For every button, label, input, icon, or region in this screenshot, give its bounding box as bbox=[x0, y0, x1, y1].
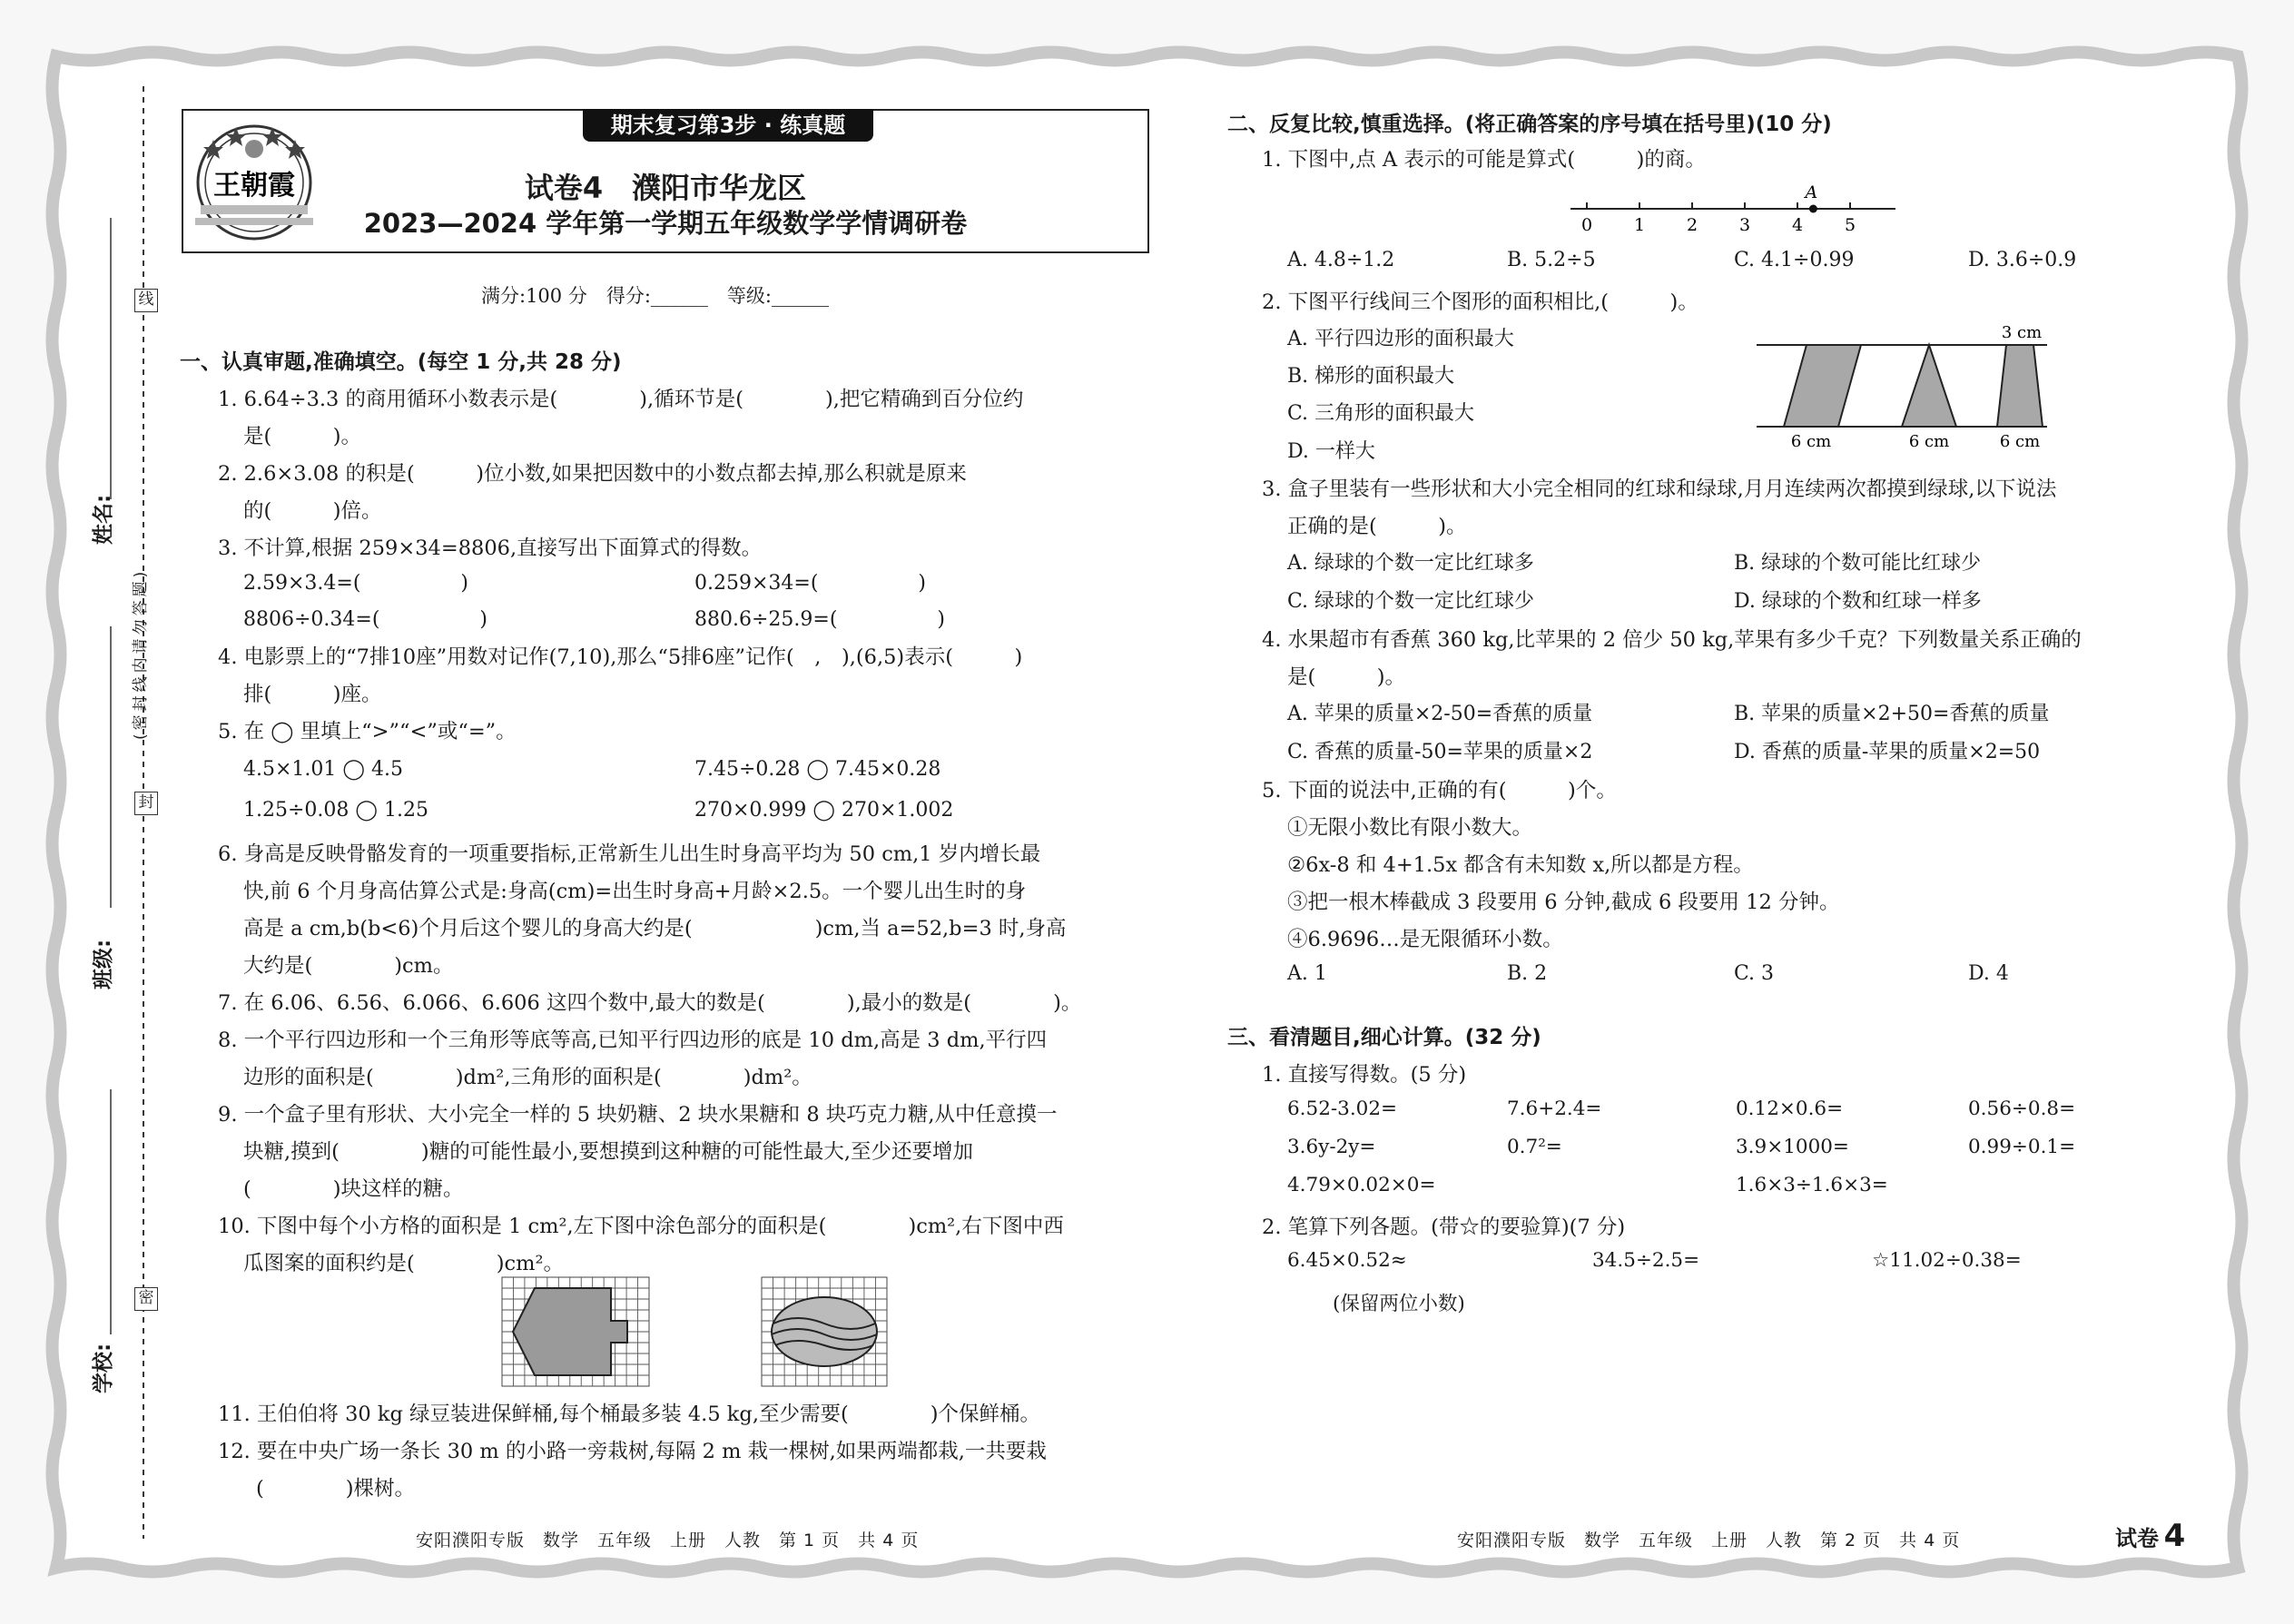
sidebar-write-lines bbox=[107, 218, 116, 1452]
calc-item-8: 4.79×0.02×0= bbox=[1287, 1174, 1436, 1196]
calc-item-4: 3.6y-2y= bbox=[1287, 1136, 1376, 1158]
s1-q3-item-0: 2.59×3.4=( ) bbox=[243, 572, 469, 595]
triangle-shape bbox=[1902, 345, 1956, 427]
school-label: 学校: bbox=[92, 1343, 115, 1393]
s1-line-4: 3. 不计算,根据 259×34=8806,直接写出下面算式的得数。 bbox=[218, 536, 763, 560]
s2-q3-opt-c: C. 绿球的个数一定比红球少 bbox=[1287, 590, 1535, 613]
calc-item-0: 6.52-3.02= bbox=[1287, 1097, 1398, 1120]
s1-line-21: 12. 要在中央广场一条长 30 m 的小路一旁栽树,每隔 2 m 栽一棵树,如果两端都栽,一共要栽 bbox=[218, 1440, 1047, 1463]
parallelogram-shape bbox=[1784, 345, 1861, 427]
nl-label-3: 3 bbox=[1738, 215, 1751, 235]
s1-q5-item-0: 4.5×1.01 ◯ 4.5 bbox=[243, 758, 403, 781]
nl-label-4: 4 bbox=[1791, 215, 1804, 235]
s2-q5-line-4: ④6.9696…是无限循环小数。 bbox=[1287, 928, 1563, 951]
s2-q5-line-1: ①无限小数比有限小数大。 bbox=[1287, 816, 1533, 840]
trapezoid-top-label: 3 cm bbox=[2001, 323, 2043, 342]
s2-q4-line-1: 是( )。 bbox=[1287, 665, 1406, 689]
s1-q3-item-1: 0.259×34=( ) bbox=[694, 572, 927, 595]
seal-char-seal: 封 bbox=[134, 792, 158, 815]
number-line bbox=[1570, 180, 1897, 236]
triangle-base-label: 6 cm bbox=[1908, 432, 1950, 451]
s2-q2-opt-b: B. 梯形的面积最大 bbox=[1287, 365, 1455, 388]
grid-shaded-figure bbox=[501, 1276, 650, 1387]
s1-q5-item-1: 7.45÷0.28 ◯ 7.45×0.28 bbox=[694, 758, 941, 781]
s2-q5-opt-c: C. 3 bbox=[1734, 962, 1775, 985]
paper-number-tag bbox=[2115, 1518, 2185, 1554]
s1-q3-item-2: 8806÷0.34=( ) bbox=[243, 608, 488, 631]
score-line: 满分:100 分 得分:______ 等级:______ bbox=[481, 285, 829, 307]
class-label: 班级: bbox=[92, 939, 115, 989]
written-calc-1: 34.5÷2.5= bbox=[1592, 1249, 1700, 1272]
review-banner: 期末复习第3步 · 练真题 bbox=[583, 109, 873, 142]
s2-q3-opt-a: A. 绿球的个数一定比红球多 bbox=[1287, 552, 1534, 575]
s1-line-2: 2. 2.6×3.08 的积是( )位小数,如果把因数中的小数点都去掉,那么积就是原来 bbox=[218, 462, 967, 486]
s3-q2: 2. 笔算下列各题。(带☆的要验算)(7 分) bbox=[1262, 1216, 1626, 1239]
s2-q5-opt-d: D. 4 bbox=[1968, 962, 2009, 985]
s1-q5-item-2: 1.25÷0.08 ◯ 1.25 bbox=[243, 799, 428, 822]
s2-q1-opt-d: D. 3.6÷0.9 bbox=[1968, 249, 2077, 271]
s1-line-20: 11. 王伯伯将 30 kg 绿豆装进保鲜桶,每个桶最多装 4.5 kg,至少需要( )个保鲜桶。 bbox=[218, 1403, 1041, 1426]
s2-q3-opt-d: D. 绿球的个数和红球一样多 bbox=[1734, 590, 1982, 613]
s2-q4-opt-a: A. 苹果的质量×2-50=香蕉的质量 bbox=[1287, 703, 1593, 725]
footer-left: 安阳濮阳专版 数学 五年级 上册 人教 第 1 页 共 4 页 bbox=[416, 1530, 920, 1550]
nl-label-1: 1 bbox=[1633, 215, 1646, 235]
written-calc-note: (保留两位小数) bbox=[1333, 1293, 1465, 1315]
s1-q3-item-3: 880.6÷25.9=( ) bbox=[694, 608, 945, 631]
s2-q2-opt-c: C. 三角形的面积最大 bbox=[1287, 402, 1475, 425]
point-a bbox=[1809, 205, 1817, 213]
s1-line-3: 的( )倍。 bbox=[243, 499, 382, 523]
seal-char-line: 线 bbox=[134, 289, 158, 312]
exam-subtitle: 2023—2024 学年第一学期五年级数学学情调研卷 bbox=[363, 208, 968, 239]
section-2-title: 二、反复比较,慎重选择。(将正确答案的序号填在括号里)(10 分) bbox=[1227, 113, 1832, 136]
s1-line-10: 高是 a cm,b(b<6)个月后这个婴儿的身高大约是( )cm,当 a=52,b=3 时,身高 bbox=[243, 917, 1067, 940]
s1-line-15: 9. 一个盒子里有形状、大小完全一样的 5 块奶糖、2 块水果糖和 8 块巧克力糖,从中任意摸一 bbox=[218, 1103, 1058, 1127]
paper-tag-text: 试卷 bbox=[2115, 1526, 2159, 1551]
section-3-title: 三、看清题目,细心计算。(32 分) bbox=[1227, 1026, 1541, 1049]
s2-q2: 2. 下图平行线间三个图形的面积相比,( )。 bbox=[1262, 290, 1698, 314]
trapezoid-shape bbox=[1997, 345, 2043, 427]
nl-label-5: 5 bbox=[1844, 215, 1856, 235]
s1-line-19: 瓜图案的面积约是( )cm²。 bbox=[243, 1252, 565, 1275]
calc-item-6: 3.9×1000= bbox=[1736, 1136, 1849, 1158]
parallelogram-base-label: 6 cm bbox=[1790, 432, 1832, 451]
written-calc-2: ☆11.02÷0.38= bbox=[1872, 1249, 2022, 1272]
s2-q1: 1. 下图中,点 A 表示的可能是算式( )的商。 bbox=[1262, 148, 1706, 172]
paper-tag-number: 4 bbox=[2163, 1518, 2186, 1554]
exam-header bbox=[182, 109, 1149, 253]
s1-line-7: 5. 在 ◯ 里填上“>”“<”或“=”。 bbox=[218, 720, 517, 743]
grid-watermelon-figure bbox=[761, 1276, 888, 1387]
seal-char-secret: 密 bbox=[134, 1287, 158, 1311]
s3-q1: 1. 直接写得数。(5 分) bbox=[1262, 1063, 1467, 1087]
s2-q5-line-3: ③把一根木棒截成 3 段要用 6 分钟,截成 6 段要用 12 分钟。 bbox=[1287, 891, 1840, 914]
s2-q1-opt-c: C. 4.1÷0.99 bbox=[1734, 249, 1855, 271]
written-calc-0: 6.45×0.52≈ bbox=[1287, 1249, 1407, 1272]
calc-item-1: 7.6+2.4= bbox=[1507, 1097, 1602, 1120]
s2-q4-opt-d: D. 香蕉的质量-苹果的质量×2=50 bbox=[1734, 741, 2041, 763]
name-label: 姓名: bbox=[92, 494, 115, 545]
parallel-shapes-figure bbox=[1757, 320, 2047, 456]
seal-note: (密封线内请勿答题) bbox=[132, 567, 150, 740]
exam-title: 试卷4 濮阳市华龙区 bbox=[524, 171, 807, 205]
s2-q2-opt-a: A. 平行四边形的面积最大 bbox=[1287, 328, 1514, 350]
s2-q3-line-0: 3. 盒子里装有一些形状和大小完全相同的红球和绿球,月月连续两次都摸到绿球,以下说法 bbox=[1262, 477, 2057, 501]
s1-line-9: 快,前 6 个月身高估算公式是:身高(cm)=出生时身高+月龄×2.5。一个婴儿出生时的身 bbox=[243, 880, 1027, 903]
calc-item-9: 1.6×3÷1.6×3= bbox=[1736, 1174, 1888, 1196]
s1-line-12: 7. 在 6.06、6.56、6.066、6.606 这四个数中,最大的数是( ),最小的数是( )。 bbox=[218, 991, 1082, 1015]
calc-item-3: 0.56÷0.8= bbox=[1968, 1097, 2076, 1120]
s2-q5-opt-b: B. 2 bbox=[1507, 962, 1548, 985]
point-a-label: A bbox=[1805, 182, 1818, 202]
s2-q1-opt-a: A. 4.8÷1.2 bbox=[1287, 249, 1395, 271]
s1-line-16: 块糖,摸到( )糖的可能性最小,要想摸到这种糖的可能性最大,至少还要增加 bbox=[243, 1140, 974, 1164]
s1-line-6: 排( )座。 bbox=[243, 683, 382, 706]
s1-line-0: 1. 6.64÷3.3 的商用循环小数表示是( ),循环节是( ),把它精确到百分位约 bbox=[218, 388, 1024, 411]
section-1-title: 一、认真审题,准确填空。(每空 1 分,共 28 分) bbox=[180, 350, 622, 374]
s1-line-11: 大约是( )cm。 bbox=[243, 954, 454, 978]
s1-line-18: 10. 下图中每个小方格的面积是 1 cm²,左下图中涂色部分的面积是( )cm²,右下图中西 bbox=[218, 1215, 1064, 1238]
s2-q4-opt-b: B. 苹果的质量×2+50=香蕉的质量 bbox=[1734, 703, 2050, 725]
watermelon-icon bbox=[772, 1297, 877, 1366]
s1-line-14: 边形的面积是( )dm²,三角形的面积是( )dm²。 bbox=[243, 1066, 812, 1089]
s1-line-17: ( )块这样的糖。 bbox=[243, 1177, 464, 1201]
s1-line-1: 是( )。 bbox=[243, 425, 362, 448]
calc-item-5: 0.7²= bbox=[1507, 1136, 1562, 1158]
trapezoid-base-label: 6 cm bbox=[1999, 432, 2041, 451]
nl-label-2: 2 bbox=[1686, 215, 1698, 235]
s2-q5-line-2: ②6x-8 和 4+1.5x 都含有未知数 x,所以都是方程。 bbox=[1287, 853, 1754, 877]
calc-item-7: 0.99÷0.1= bbox=[1968, 1136, 2076, 1158]
calc-item-2: 0.12×0.6= bbox=[1736, 1097, 1844, 1120]
svg-text:王朝霞: 王朝霞 bbox=[213, 170, 295, 202]
s1-line-13: 8. 一个平行四边形和一个三角形等底等高,已知平行四边形的底是 10 dm,高是 3 dm,平行四 bbox=[218, 1029, 1048, 1052]
s2-q3-line-1: 正确的是( )。 bbox=[1287, 515, 1467, 538]
shaded-arrow-shape bbox=[513, 1288, 627, 1375]
s2-q1-opt-b: B. 5.2÷5 bbox=[1507, 249, 1596, 271]
s2-q4-line-0: 4. 水果超市有香蕉 360 kg,比苹果的 2 倍少 50 kg,苹果有多少千克？下列数量关系正确的 bbox=[1262, 628, 2082, 652]
nl-label-0: 0 bbox=[1580, 215, 1593, 235]
s2-q4-opt-c: C. 香蕉的质量-50=苹果的质量×2 bbox=[1287, 741, 1593, 763]
footer-right: 安阳濮阳专版 数学 五年级 上册 人教 第 2 页 共 4 页 bbox=[1457, 1530, 1961, 1550]
s2-q5-opt-a: A. 1 bbox=[1287, 962, 1327, 985]
s1-line-8: 6. 身高是反映骨骼发育的一项重要指标,正常新生儿出生时身高平均为 50 cm,1 岁内增长最 bbox=[218, 842, 1041, 866]
s1-q5-item-3: 270×0.999 ◯ 270×1.002 bbox=[694, 799, 954, 822]
s1-line-5: 4. 电影票上的“7排10座”用数对记作(7,10),那么“5排6座”记作( , ),(6,5)表示( ) bbox=[218, 645, 1023, 669]
s2-q5-line-0: 5. 下面的说法中,正确的有( )个。 bbox=[1262, 779, 1617, 802]
s2-q2-opt-d: D. 一样大 bbox=[1287, 440, 1375, 463]
s2-q3-opt-b: B. 绿球的个数可能比红球少 bbox=[1734, 552, 1982, 575]
s1-line-22: ( )棵树。 bbox=[256, 1477, 416, 1501]
